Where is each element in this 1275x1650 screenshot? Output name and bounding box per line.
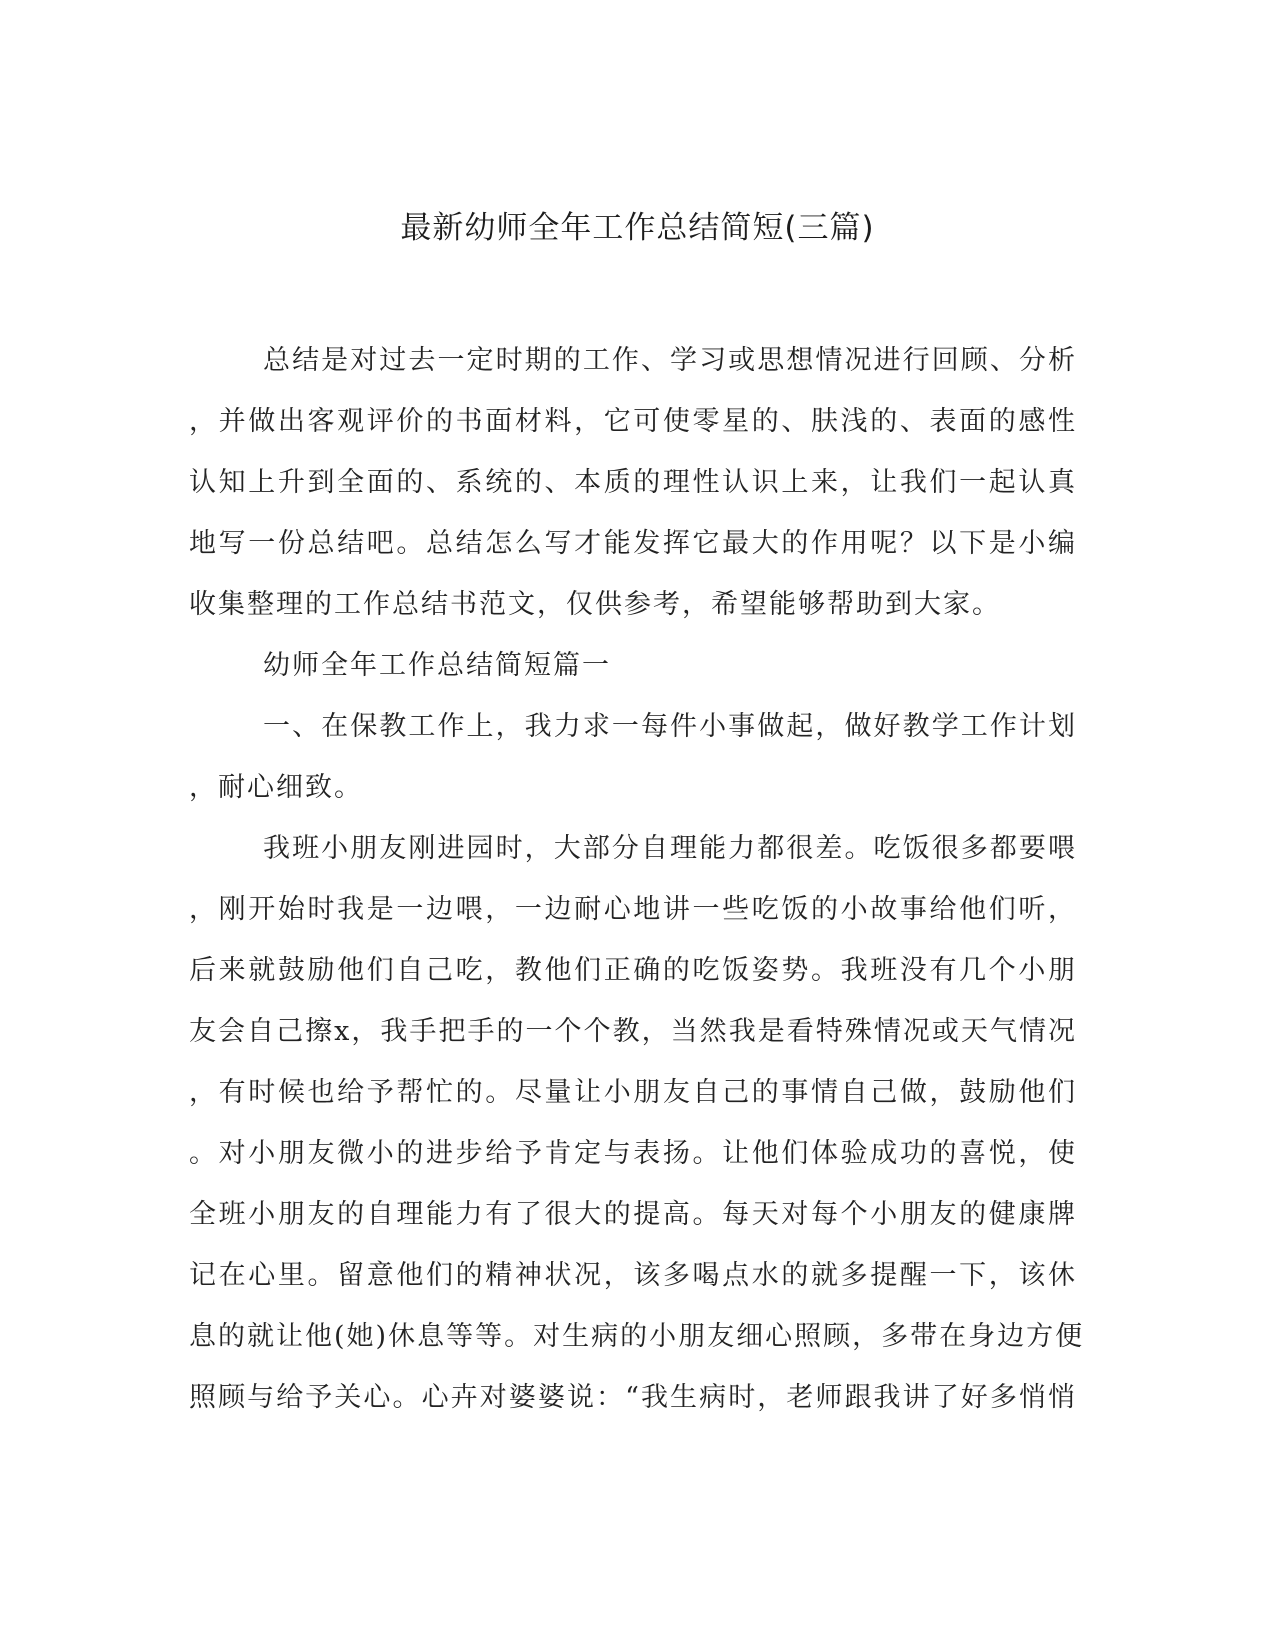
paragraph-line: 收集整理的工作总结书范文，仅供参考，希望能够帮助到大家。 xyxy=(189,589,1001,620)
paragraph-line: 一、在保教工作上，我力求一每件小事做起，做好教学工作计划 xyxy=(263,711,1077,742)
paragraph-line: 友会自己擦x，我手把手的一个个教，当然我是看特殊情况或天气情况 xyxy=(189,1016,1077,1047)
paragraph-line: 照顾与给予关心。心卉对婆婆说：“我生病时，老师跟我讲了好多悄悄 xyxy=(189,1382,1077,1413)
document-title: 最新幼师全年工作总结简短(三篇) xyxy=(400,210,875,246)
paragraph-line: ，并做出客观评价的书面材料，它可使零星的、肤浅的、表面的感性 xyxy=(189,406,1077,437)
paragraph-line: 。对小朋友微小的进步给予肯定与表扬。让他们体验成功的喜悦，使 xyxy=(189,1138,1077,1169)
paragraph-line: 后来就鼓励他们自己吃，教他们正确的吃饭姿势。我班没有几个小朋 xyxy=(189,955,1077,986)
paragraph-line: 我班小朋友刚进园时，大部分自理能力都很差。吃饭很多都要喂 xyxy=(263,833,1077,864)
paragraph-line: ，耐心细致。 xyxy=(189,772,363,803)
paragraph-line: 总结是对过去一定时期的工作、学习或思想情况进行回顾、分析 xyxy=(263,345,1077,376)
paragraph-line: ，有时候也给予帮忙的。尽量让小朋友自己的事情自己做，鼓励他们 xyxy=(189,1077,1077,1108)
paragraph-line: 地写一份总结吧。总结怎么写才能发挥它最大的作用呢？以下是小编 xyxy=(189,528,1077,559)
paragraph-line: ，刚开始时我是一边喂，一边耐心地讲一些吃饭的小故事给他们听， xyxy=(189,894,1077,925)
paragraph-line: 息的就让他(她)休息等等。对生病的小朋友细心照顾，多带在身边方便 xyxy=(189,1321,1085,1352)
paragraph-line: 记在心里。留意他们的精神状况，该多喝点水的就多提醒一下，该休 xyxy=(189,1260,1077,1291)
section-heading: 幼师全年工作总结简短篇一 xyxy=(263,650,611,681)
document-body xyxy=(189,330,1085,1428)
paragraph-line: 全班小朋友的自理能力有了很大的提高。每天对每个小朋友的健康牌 xyxy=(189,1199,1077,1230)
paragraph-line: 认知上升到全面的、系统的、本质的理性认识上来，让我们一起认真 xyxy=(189,467,1077,498)
